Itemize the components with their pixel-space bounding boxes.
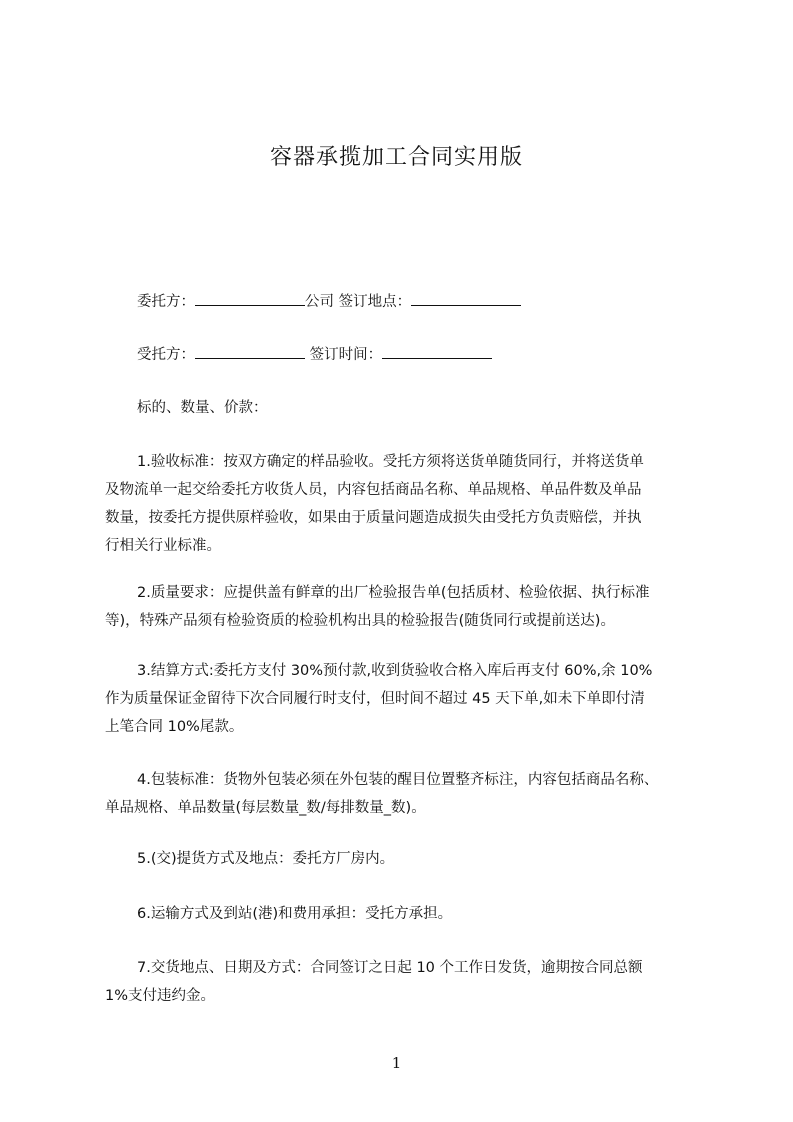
clause-line: 4.包装标准：货物外包装必须在外包装的醒目位置整齐标注，内容包括商品名称、: [137, 772, 659, 788]
subject-heading-row: [105, 396, 710, 421]
entrustor-row: [105, 288, 710, 315]
trustee-row: [105, 341, 710, 368]
entrustor-suffix: 公司: [305, 294, 334, 310]
subject-heading: 标的、数量、价款：: [137, 400, 268, 416]
clause-line: 行相关行业标准。: [105, 538, 221, 554]
clause-line: 及物流单一起交给委托方收货人员，内容包括商品名称、单品规格、单品件数及单品: [105, 482, 642, 498]
clause-line: 7.交货地点、日期及方式：合同签订之日起 10 个工作日发货，逾期按合同总额: [137, 960, 643, 976]
clause-line: 6.运输方式及到站(港)和费用承担：受托方承担。: [137, 906, 453, 922]
sign-place-label: 签订地点：: [338, 294, 412, 310]
sign-time-blank[interactable]: [382, 341, 492, 359]
clause-3: [105, 657, 710, 741]
clause-line: 等)，特殊产品须有检验资质的检验机构出具的检验报告(随货同行或提前送达)。: [105, 613, 615, 629]
trustee-blank[interactable]: [195, 341, 305, 359]
clause-line: 2.质量要求：应提供盖有鲜章的出厂检验报告单(包括质材、检验依据、执行标准: [137, 585, 650, 601]
clause-line: 单品规格、单品数量(每层数量_数/每排数量_数)。: [105, 800, 426, 816]
clause-line: 5.(交)提货方式及地点：委托方厂房内。: [137, 851, 395, 867]
clause-5: [105, 845, 710, 873]
sign-place-blank[interactable]: [411, 288, 521, 306]
clause-line: 3.结算方式:委托方支付 30%预付款,收到货验收合格入库后再支付 60%,余 10%: [137, 663, 653, 679]
clause-7: [105, 954, 710, 1010]
entrustor-blank[interactable]: [195, 288, 305, 306]
clause-line: 1.验收标准：按双方确定的样品验收。受托方须将送货单随货同行，并将送货单: [137, 454, 644, 470]
clause-line: 上笔合同 10%尾款。: [105, 719, 244, 735]
clause-line: 1%支付违约金。: [105, 988, 216, 1004]
clause-line: 数量，按委托方提供原样验收，如果由于质量问题造成损失由受托方负责赔偿，并执: [105, 510, 642, 526]
page-number: 1: [391, 1054, 402, 1072]
sign-time-label: 签订时间：: [309, 347, 383, 363]
trustee-label: 受托方：: [137, 347, 195, 363]
clause-6: [105, 900, 710, 928]
clause-line: 作为质量保证金留待下次合同履行时支付，但时间不超过 45 天下单,如未下单即付清: [105, 691, 645, 707]
clause-1: [105, 448, 710, 560]
clause-2: [105, 579, 710, 635]
clause-4: [105, 766, 710, 822]
document-title: 容器承揽加工合同实用版: [269, 145, 523, 170]
entrustor-label: 委托方：: [137, 294, 195, 310]
